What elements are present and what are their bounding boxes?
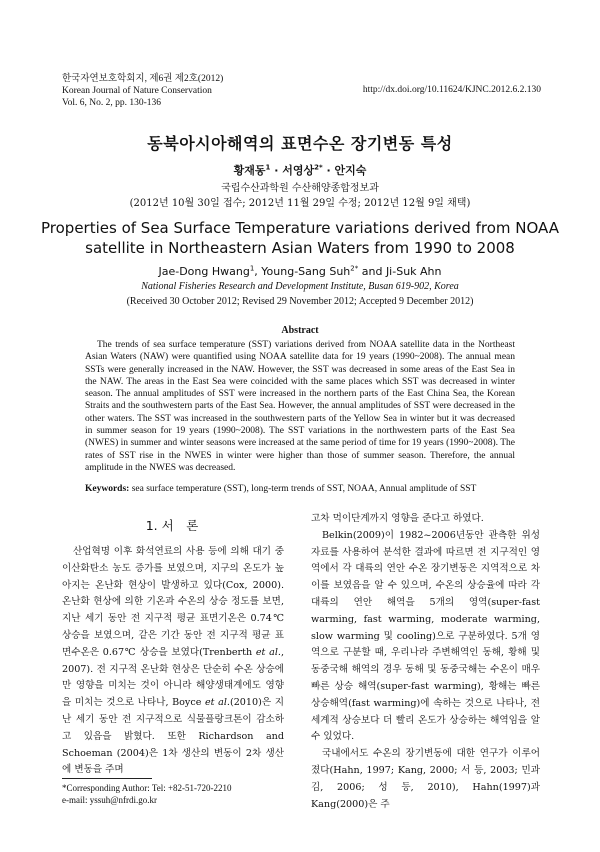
journal-name-english: Korean Journal of Nature Conservation: [62, 86, 212, 97]
author-affil-mark: 1: [265, 163, 271, 172]
journal-citation: [62, 73, 223, 110]
korean-affiliation: 국립수산과학원 수산해양종합정보과: [221, 183, 379, 194]
english-authors: Jae-Dong Hwang$^1$, Young-Sang Suh$^{2*}$ and Ji-Suk Ahn: [158, 264, 442, 278]
english-title: [0, 218, 600, 258]
body-paragraph: 고차 먹이단계까지 영향을 준다고 하였다.: [311, 513, 484, 524]
english-title-line: Properties of Sea Surface Temperature variations derived from NOAA: [41, 219, 559, 237]
body-paragraph: Belkin(2009)이 1982~2006년동안 관측한 위성자료를 사용하여 분석한 결과에 따르면 전 지구적인 영역에서 각 대륙의 연안 수온 장기변동은 지역적으로 차이를 보였음을 알 수 있으며, 수온의 상승율에 따라 각 대륙의 연안 해역을 5개의 영역(super-fast warming, fast warming, moderate warming, slow warming 및 cooling)으로 구분하였다. 5개 영역으로 구분할 때, 우리나라 주변해역인 동해, 황해 및 동중국해 해역의 경우 동해 및 동중국해는 수온이 매우 빠른 상승 해역(super-fast warming), 황해는 빠른 상승해역(fast warming)에 속하는 것으로 나타나, 전 세계적 상승보다 더 빨리 온도가 상승하는 해역임을 알 수 있었다.: [311, 529, 540, 743]
author-affil-mark: 2*: [350, 264, 359, 273]
footnote: [62, 782, 232, 806]
english-dates: (Received 30 October 2012; Revised 29 November 2012; Accepted 9 December 2012): [126, 296, 474, 307]
body-text: , 2007). 전 지구적 온난화 현상은 단순히 수온 상승에만 영향을 미치는 것이 아니라 해양생태계에도 영향을 미치는 것으로 나타나, Boyce: [62, 646, 285, 709]
section-heading: 1. 서 론: [145, 518, 199, 533]
korean-title: 동북아시아해역의 표면수온 장기변동 특성: [147, 134, 453, 153]
abstract-body: The trends of sea surface temperature (SST) variations derived from NOAA satellite data in the Northeast Asian Waters (NAW) were quantified using NOAA satellite data for 19 years (1990~2008). The annual mean SSTs were generally increased in the NAW. However, the SST was decreased in some areas of the East Sea in the NAW. The areas in the East Sea were coincided with the same places which SST was decreased in winter season. The annual amplitudes of SST were increased in the northern parts of the East China Sea, the Korean Straits and the southwestern parts of the East Sea. However, the annual amplitudes of SST were decreased in the other waters. The SST was increased in the southwestern parts of the Yellow Sea in winter but it was decreased in summer season for 19 years (1990~2008). The SST variations in the northwestern parts of the East Sea (NWES) in summer and winter seasons were increased at the same period of time for 19 years (1990~2008). The rates of SST rise in the NWES in winter were higher than those of summer season. Therefore, the annual amplitude in the NWES was decreased.: [85, 340, 515, 473]
author-name: Jae-Dong Hwang: [158, 265, 250, 278]
corresponding-author: *Corresponding Author: Tel: +82-51-720-2210: [62, 783, 232, 793]
abstract-heading: Abstract: [281, 325, 319, 336]
author-name: Young-Sang Suh: [261, 265, 351, 278]
body-text: (2010)은 지난 세기 동안 전 지구적으로 식물플랑크톤이 감소하고 있음을 밝혔다. 또한 Richardson and Schoeman (2004)은 1차 생산의 변동이 2차 생산에 변동을 주며: [62, 697, 284, 776]
body-text-italic: et al.: [255, 646, 281, 658]
author-name: 서영상: [282, 164, 315, 177]
korean-dates: (2012년 10월 30일 접수; 2012년 11월 29일 수정; 2012년 12월 9일 채택): [129, 198, 471, 209]
english-title-line: satellite in Northeastern Asian Waters from 1990 to 2008: [85, 239, 515, 257]
journal-name-korean: 한국자연보호학회지, 제6권 제2호(2012): [62, 74, 224, 84]
body-paragraph: 국내에서도 수온의 장기변동에 대한 연구가 이루어졌다(Hahn, 1997; Kang, 2000; 서 등, 2003; 민과 김, 2006; 성 등, 2010), Hahn(1997)과 Kang(2000)은 주: [311, 748, 540, 810]
korean-authors: [0, 162, 600, 178]
keywords-line: [85, 484, 525, 494]
body-paragraph: [62, 544, 284, 779]
journal-volume: Vol. 6, No. 2, pp. 130-136: [62, 98, 162, 109]
keywords-list: sea surface temperature (SST), long-term trends of SST, NOAA, Annual amplitude of SST: [131, 484, 477, 494]
author-separator: ·: [326, 164, 331, 177]
keywords-label: Keywords:: [85, 484, 130, 494]
author-name: 황재동: [233, 164, 266, 177]
left-column: [62, 544, 284, 779]
author-separator: ·: [274, 164, 279, 177]
body-text: 산업혁명 이후 화석연료의 사용 등에 의해 대기 중 이산화탄소 농도 증가를 보였으며, 지구의 온도가 높아지는 온난화 현상이 발생하고 있다(Cox, 2000). 온난화 현상에 의한 기온과 수온의 상승 정도를 보면, 지난 세기 동안 전 지구적 평균 표면기온은 0.74℃ 상승을 보였으며, 같은 기간 동안 전 지구적 평균 표면수온은 0.67℃ 상승을 보였다(Trenberth: [62, 546, 284, 658]
footnote-divider: [62, 778, 152, 779]
doi-link[interactable]: http://dx.doi.org/10.11624/KJNC.2012.6.2.130: [362, 85, 541, 95]
author-email[interactable]: e-mail: yssuh@nfrdi.go.kr: [62, 795, 158, 805]
english-affiliation: National Fisheries Research and Development Institute, Busan 619-902, Korea: [141, 281, 459, 292]
author-name: and Ji-Suk Ahn: [361, 265, 442, 278]
author-name: 안지숙: [334, 164, 367, 177]
right-column: [311, 511, 540, 813]
body-text-italic: et al.: [204, 697, 230, 709]
author-affil-mark: 2*: [314, 163, 323, 172]
author-affil-mark: 1: [249, 264, 255, 273]
